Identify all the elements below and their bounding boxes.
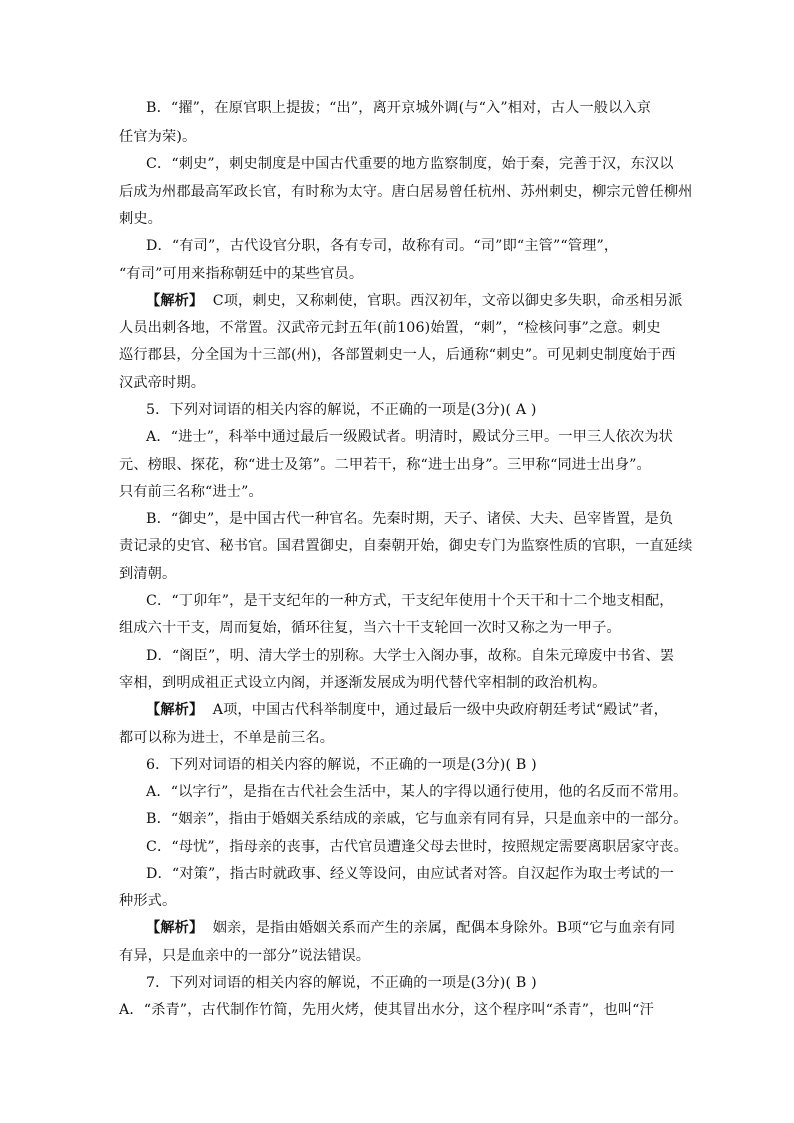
text-line: 巡行郡县，分全国为十三部(州)，各部置刺史一人，后通称“刺史”。可见刺史制度始于西	[119, 347, 676, 363]
analysis-text: 姻亲，是指由婚姻关系而产生的亲属，配偶本身除外。B项“它与血亲有同	[212, 920, 676, 936]
analysis-line	[146, 917, 675, 937]
text-line: 有异，只是血亲中的一部分”说法错误。	[119, 948, 371, 964]
text-line: 元、榜眼、探花，称“进士及第”。二甲若干，称“进士出身”。三甲称“同进士出身”。	[119, 457, 651, 473]
question-line: 5．下列对词语的相关内容的解说，不正确的一项是(3分)( A )	[146, 402, 537, 418]
analysis-line	[146, 290, 683, 310]
text-line: D．“阁臣”，明、清大学士的别称。大学士入阁办事，故称。自朱元璋废中书省、罢	[146, 648, 675, 664]
question-line: 6．下列对词语的相关内容的解说，不正确的一项是(3分)( B )	[146, 757, 537, 773]
text-line: B．“擢”，在原官职上提拔；“出”，离开京城外调(与“入”相对，古人一般以入京	[146, 100, 652, 116]
text-line: C．“刺史”，刺史制度是中国古代重要的地方监察制度，始于秦，完善于汉，东汉以	[146, 156, 674, 172]
text-line: D．“对策”，指古时就政事、经义等设问，由应试者对答。自汉起作为取士考试的一	[146, 866, 675, 882]
text-line: 刺史。	[119, 211, 163, 227]
analysis-tag: 【解析】	[146, 702, 204, 718]
text-line: 都可以称为进士，不单是前三名。	[119, 730, 335, 746]
text-line: 种形式。	[119, 893, 177, 909]
text-line: A．“杀青”，古代制作竹简，先用火烤，使其冒出水分，这个程序叫“杀青”，也叫“汗	[119, 1002, 654, 1018]
text-line: 人员出刺各地，不常置。汉武帝元封五年(前106)始置，“刺”，“检核问事”之意。刺史	[119, 320, 661, 336]
text-line: 组成六十干支，周而复始，循环往复，当六十干支轮回一次时又称之为一甲子。	[119, 620, 621, 636]
analysis-tag: 【解析】	[146, 920, 204, 936]
analysis-line	[146, 699, 668, 719]
text-line: 宰相，到明成祖正式设立内阁，并逐渐发展成为明代替代宰相制的政治机构。	[119, 675, 607, 691]
text-line: C．“丁卯年”，是干支纪年的一种方式，干支纪年使用十个天干和十二个地支相配，	[146, 593, 674, 609]
text-line: 到清朝。	[119, 566, 177, 582]
text-line: 任官为荣)。	[119, 129, 197, 145]
text-line: 后成为州郡最高军政长官，有时称为太守。唐白居易曾任杭州、苏州刺史，柳宗元曾任柳州	[119, 184, 693, 200]
text-line: A．“进士”，科举中通过最后一级殿试者。明清时，殿试分三甲。一甲三人依次为状	[146, 429, 674, 445]
text-line: 只有前三名称“进士”。	[119, 484, 263, 500]
text-line: C．“母忧”，指母亲的丧事，古代官员遭逢父母去世时，按照规定需要离职居家守丧。	[146, 839, 688, 855]
analysis-tag: 【解析】	[146, 293, 204, 309]
text-line: “有司”可用来指称朝廷中的某些官员。	[119, 266, 364, 282]
text-line: 责记录的史官、秘书官。国君置御史，自秦朝开始，御史专门为监察性质的官职，一直延续	[119, 538, 693, 554]
analysis-text: C项，刺史，又称刺使，官职。西汉初年，文帝以御史多失职，命丞相另派	[212, 293, 683, 309]
text-line: B．“姻亲”，指由于婚姻关系结成的亲戚，它与血亲有同有异，只是血亲中的一部分。	[146, 811, 688, 827]
analysis-text: A项，中国古代科举制度中，通过最后一级中央政府朝廷考试“殿试”者，	[212, 702, 669, 718]
text-line: 汉武帝时期。	[119, 375, 206, 391]
text-line: B．“御史”，是中国古代一种官名。先秦时期，天子、诸侯、大夫、邑宰皆置，是负	[146, 511, 674, 527]
text-line: A．“以字行”，是指在古代社会生活中，某人的字得以通行使用，他的名反而不常用。	[146, 784, 688, 800]
text-line: D．“有司”，古代设官分职，各有专司，故称有司。“司”即“主管”“管理”，	[146, 238, 619, 254]
question-line: 7．下列对词语的相关内容的解说，不正确的一项是(3分)( B )	[146, 975, 537, 991]
